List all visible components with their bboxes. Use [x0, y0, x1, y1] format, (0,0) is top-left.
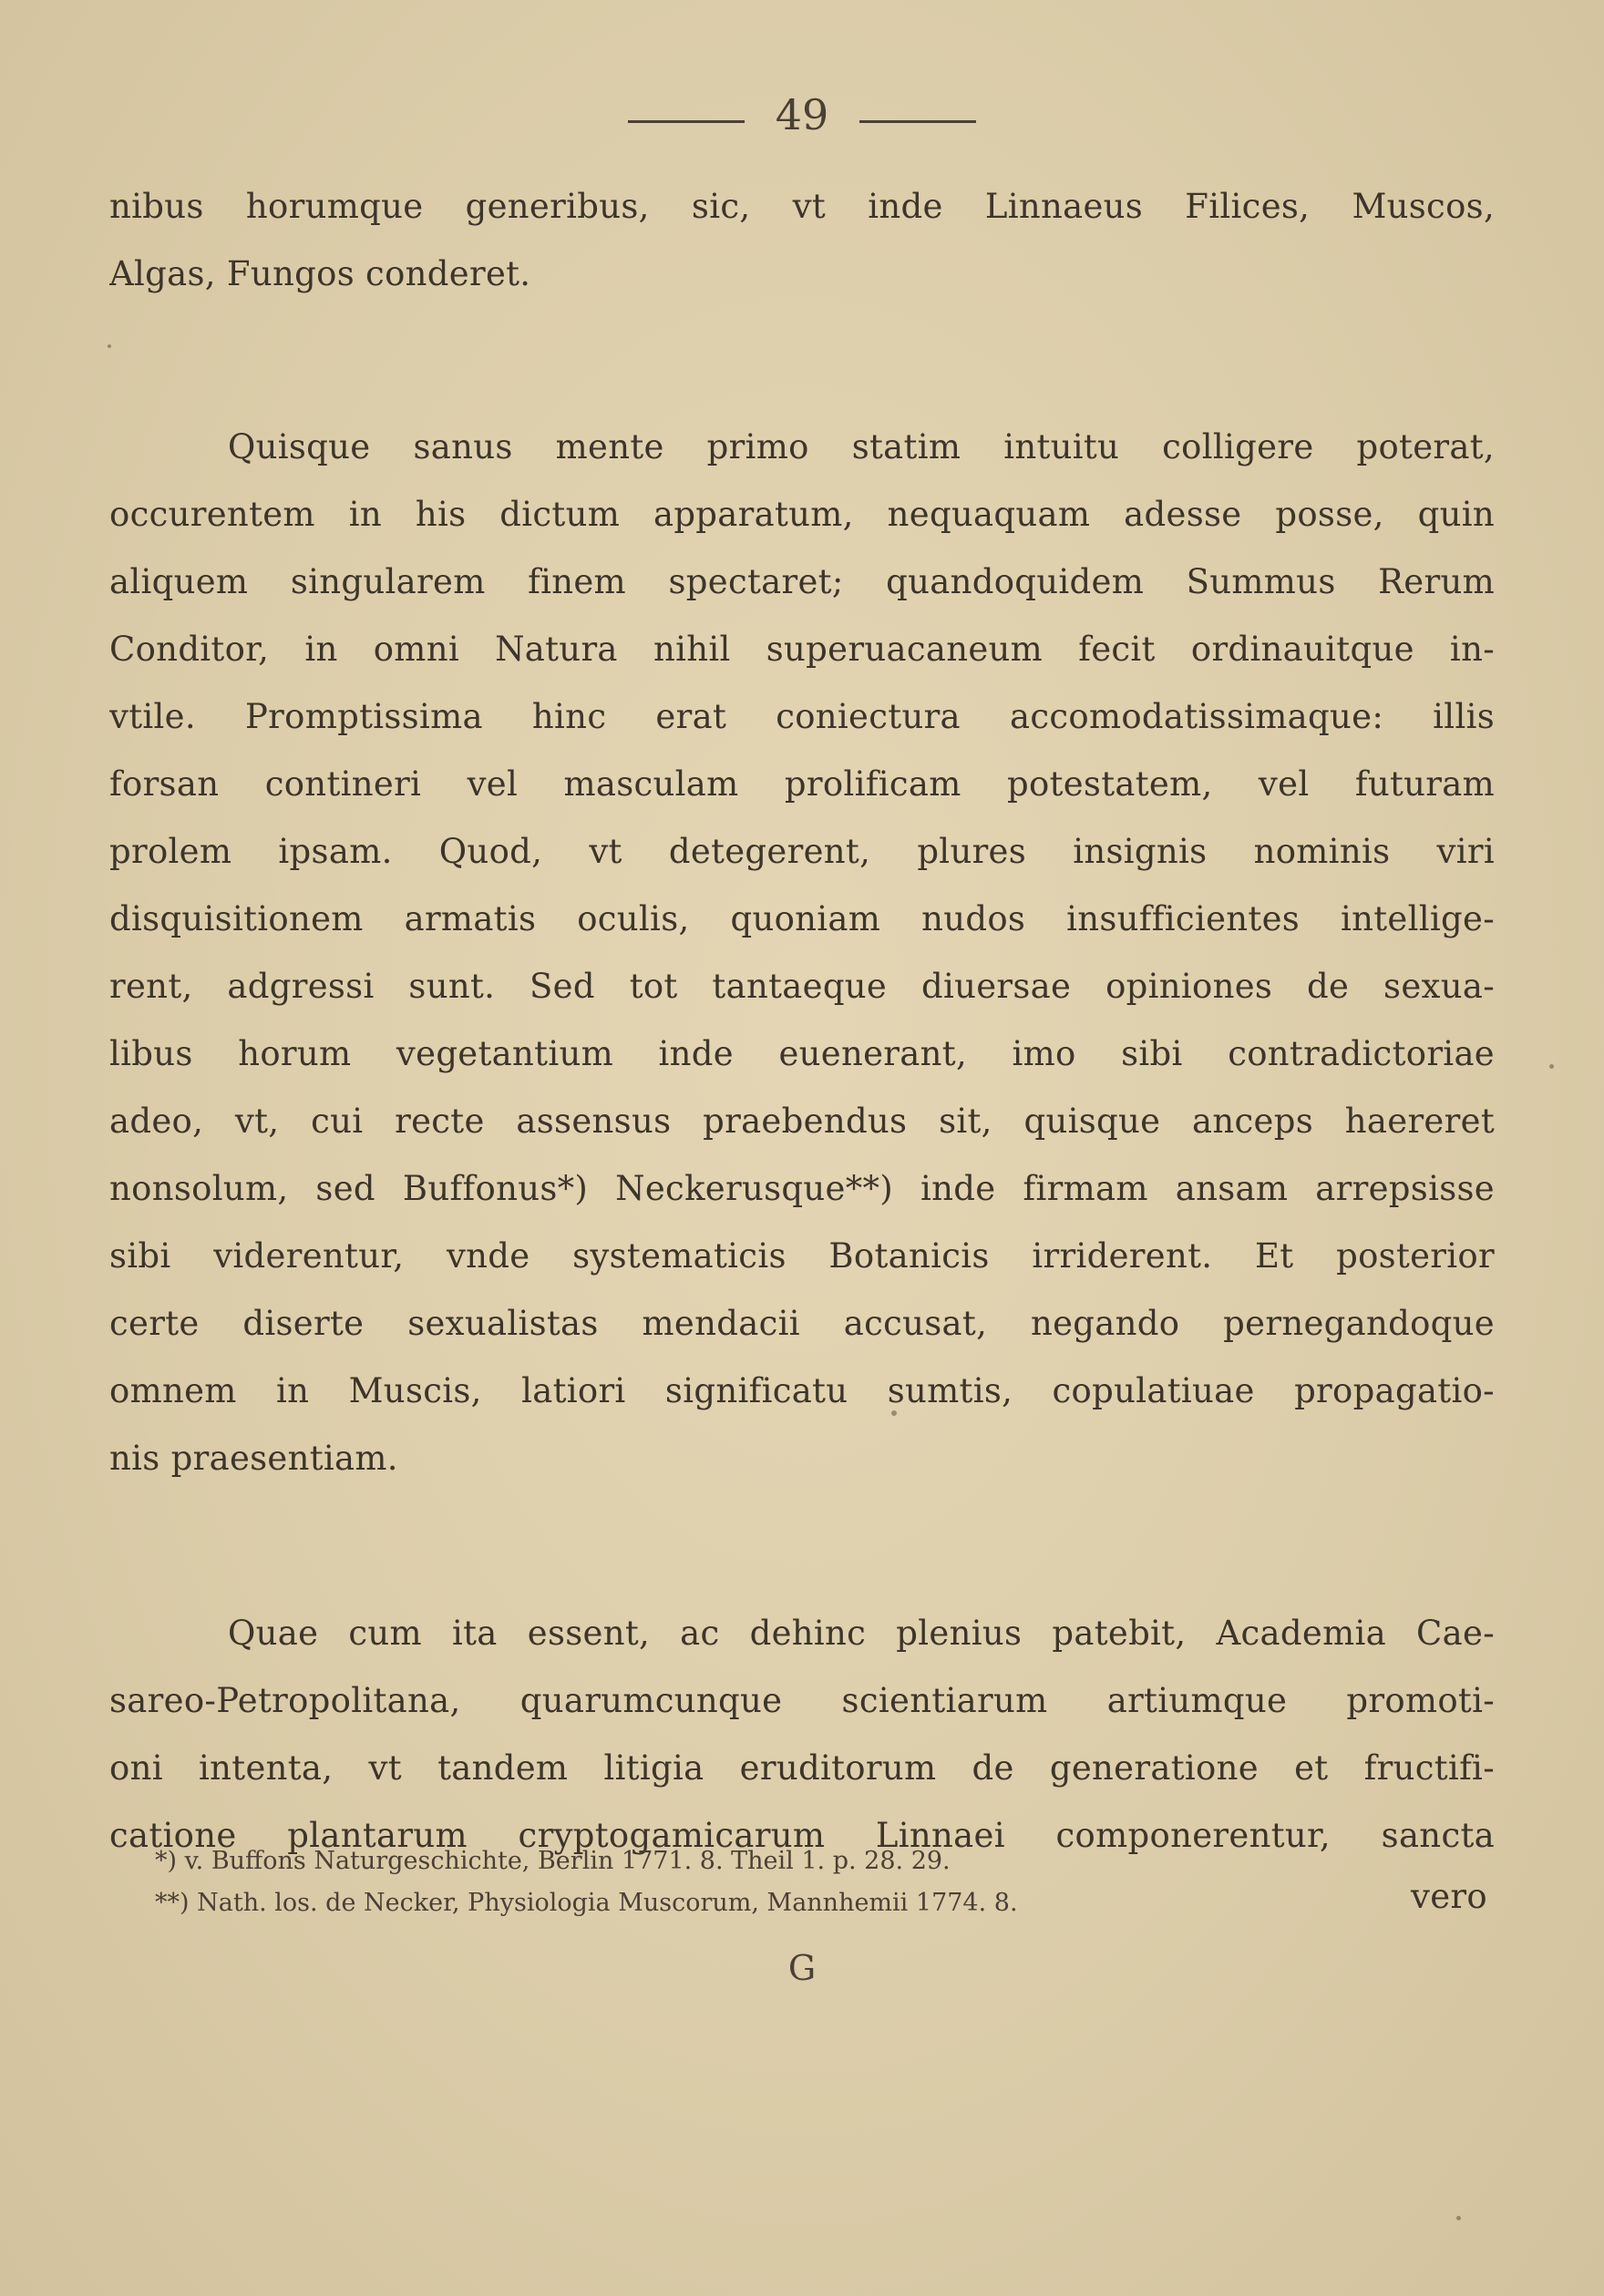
- text-line: forsan contineri vel masculam prolificam potestatem, vel futuram: [109, 764, 1495, 804]
- paper-speck: [108, 344, 111, 348]
- text-line: sibi viderentur, vnde systematicis Botanicis irriderent. Et posterior: [109, 1236, 1495, 1276]
- text-line: nis praesentiam.: [109, 1439, 398, 1478]
- text-line: nonsolum, sed Buffonus*) Neckerusque**) inde firmam ansam arrepsisse: [109, 1169, 1495, 1208]
- text-line: Algas, Fungos conderet.: [109, 254, 531, 293]
- paper-speck: [1456, 2216, 1461, 2220]
- footnotes: [155, 1840, 1431, 1924]
- catchword: vero: [1411, 1877, 1487, 1916]
- header-rule-right: [859, 120, 976, 123]
- text-line: omnem in Muscis, latiori significatu sumtis, copulatiuae propagatio-: [109, 1371, 1495, 1410]
- text-line: aliquem singularem finem spectaret; quandoquidem Summus Rerum: [109, 562, 1495, 601]
- main-text: [109, 173, 1495, 1924]
- text-line: adeo, vt, cui recte assensus praebendus sit, quisque anceps haereret: [109, 1102, 1495, 1141]
- text-line: disquisitionem armatis oculis, quoniam nudos insufficientes intellige-: [109, 899, 1495, 938]
- paragraph-spacer: [109, 308, 1495, 414]
- text-line: Quisque sanus mente primo statim intuitu colligere poterat,: [228, 427, 1495, 466]
- footnote-2: **) Nath. los. de Necker, Physiologia Muscorum, Mannhemii 1774. 8.: [155, 1889, 1018, 1917]
- paragraph-2: [109, 414, 1495, 1492]
- text-line: occurentem in his dictum apparatum, nequaquam adesse posse, quin: [109, 495, 1495, 534]
- text-line: Conditor, in omni Natura nihil superuacaneum fecit ordinauitque in-: [109, 630, 1495, 669]
- text-line: certe diserte sexualistas mendacii accusat, negando pernegandoque: [109, 1304, 1495, 1343]
- text-line: catione plantarum cryptogamicarum Linnaei componerentur, sancta: [109, 1816, 1495, 1855]
- page-header: [0, 87, 1604, 142]
- paragraph-spacer: [109, 1492, 1495, 1600]
- paper-speck: [1549, 1064, 1554, 1069]
- paragraph-3: [109, 1600, 1495, 1870]
- text-line: nibus horumque generibus, sic, vt inde Linnaeus Filices, Muscos,: [109, 187, 1495, 226]
- footnote-1: *) v. Buffons Naturgeschichte, Berlin 1771. 8. Theil 1. p. 28. 29.: [155, 1847, 951, 1875]
- text-line: Quae cum ita essent, ac dehinc plenius patebit, Academia Cae-: [228, 1614, 1495, 1653]
- signature-mark: G: [787, 1948, 817, 1988]
- text-line: sareo-Petropolitana, quarumcunque scientiarum artiumque promoti-: [109, 1681, 1495, 1720]
- text-line: vtile. Promptissima hinc erat coniectura accomodatissimaque: illis: [109, 697, 1495, 736]
- paragraph-1: [109, 173, 1495, 308]
- header-rule-left: [628, 120, 745, 123]
- text-line: rent, adgressi sunt. Sed tot tantaeque diuersae opiniones de sexua-: [109, 967, 1495, 1006]
- page-number: 49: [775, 90, 829, 139]
- text-line: libus horum vegetantium inde euenerant, imo sibi contradictoriae: [109, 1034, 1495, 1073]
- paper-speck: [891, 1410, 897, 1416]
- text-line: prolem ipsam. Quod, vt detegerent, plures insignis nominis viri: [109, 832, 1495, 871]
- text-line: oni intenta, vt tandem litigia eruditorum de generatione et fructifi-: [109, 1748, 1495, 1788]
